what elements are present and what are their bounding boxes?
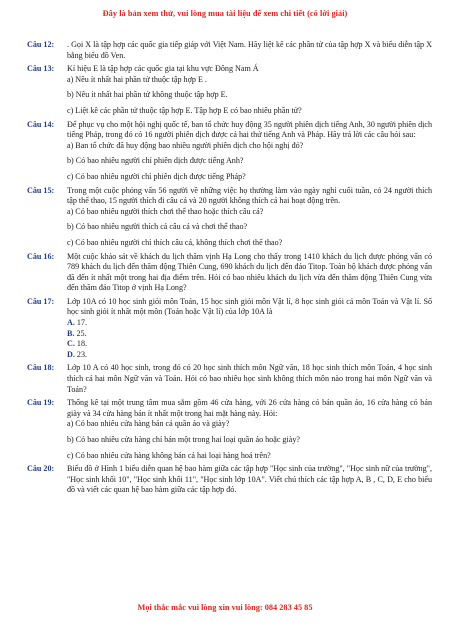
question-18: [27, 363, 432, 395]
sub-question-a: a) Nêu ít nhất hai phần tử thuộc tập hợp E .: [67, 74, 207, 84]
question-intro: Kí hiệu E là tập hợp các quốc gia tại khu vực Đông Nam Á: [67, 64, 259, 74]
question-17: [27, 297, 432, 361]
question-text: Lớp 10A có 10 học sinh giỏi môn Toán, 15 học sinh giỏi môn Vật lí, 8 học sinh giỏi cả môn Toán và Vật lí. Số học sinh giỏi ít nhất một môn (Toán hoặc Vật lí) của lớp 10A là: [67, 296, 432, 317]
question-text: Một cuộc khảo sát về khách du lịch thăm vịnh Hạ Long cho thấy trong 1410 khách du lịch được phỏng vấn có 789 khách du lịch đến thăm động Thiên Cung, 690 khách du lịch đến đảo Titop. Toàn bộ khách được phỏng vấn đã đến ít nhất một trong hai địa điểm trên. Hỏi có bao nhiêu khách du lịch vừa đến thăm động Thiên Cung vừa đến thăm đảo Titop ở vịnh Hạ Long?: [67, 251, 432, 293]
answer-option-c[interactable]: C. 18.: [67, 339, 88, 349]
sub-question-a: a) Có bao nhiêu cửa hàng bán cả quần áo và giày?: [67, 419, 230, 429]
question-label: Câu 18:: [27, 363, 55, 373]
question-intro: Để phục vụ cho một hội nghị quốc tế, ban tổ chức huy động 35 người phiên dịch tiếng Anh, 30 người phiên dịch tiếng Pháp, trong đó có 16 người phiên dịch được cả hai thứ tiếng Anh và Pháp. Hãy trả lời các câu hỏi sau:: [67, 119, 432, 140]
sub-question-c: c) Có bao nhiêu người chỉ phiên dịch được tiếng Pháp?: [67, 171, 246, 181]
answer-option-a[interactable]: A. 17.: [67, 318, 88, 328]
preview-banner: Đây là bản xem thử, vui lòng mua tài liệu để xem chi tiết (có lời giải): [102, 9, 348, 18]
question-label: Câu 15:: [27, 185, 55, 195]
question-label: Câu 12:: [27, 40, 55, 49]
sub-question-c: c) Có bao nhiêu người chỉ thích câu cá, không thích chơi thể thao?: [67, 237, 283, 247]
question-19: [27, 398, 432, 461]
question-12: [27, 40, 432, 61]
question-label: Câu 20:: [27, 464, 55, 474]
question-13: [27, 64, 432, 116]
answer-option-b[interactable]: B. 25.: [67, 328, 87, 338]
question-14: [27, 120, 432, 183]
question-text: Lớp 10 A có 40 học sinh, trong đó có 20 học sinh thích môn Ngữ văn, 18 học sinh thích môn Toán, 4 học sinh thích cả hai môn Ngữ văn và Toán. Hỏi có bao nhiêu học sinh không thích môn nào trong hai môn Ngữ văn và Toán?: [67, 363, 432, 394]
sub-question-c: c) Liệt kê các phần tử thuộc tập hợp E. Tập hợp E có bao nhiêu phần tử?: [67, 105, 302, 115]
question-label: Câu 16:: [27, 251, 55, 261]
question-label: Câu 14:: [27, 119, 55, 129]
sub-question-a: a) Có bao nhiêu người thích chơi thể thao hoặc thích câu cá?: [67, 206, 264, 216]
answer-option-d[interactable]: D. 23.: [67, 349, 88, 359]
question-text: . Gọi X là tập hợp các quốc gia tiếp giáp với Việt Nam. Hãy liệt kê các phần tử của tập hợp X và biểu diễn tập X bằng biểu đồ Ven.: [67, 40, 432, 60]
sub-question-c: c) Có bao nhiêu cửa hàng không bán cả hai loại hàng hoá trên?: [67, 450, 271, 460]
contact-footer: Mọi thắc mắc vui lòng xin vui lòng: 084 283 45 85: [137, 603, 313, 612]
question-label: Câu 13:: [27, 64, 55, 74]
question-label: Câu 17:: [27, 296, 55, 306]
sub-question-b: b) Có bao nhiêu cửa hàng chỉ bán một trong hai loại quần áo hoặc giày?: [67, 435, 300, 444]
question-label: Câu 19:: [27, 398, 55, 408]
sub-question-b: b) Nêu ít nhất hai phần tử không thuộc tập hợp E.: [67, 90, 228, 100]
question-text: Biểu đồ ở Hình 1 biểu diễn quan hệ bao hàm giữa các tập hợp "Học sinh của trường", "Học sinh nữ của trường", "Học sinh khối 10", "Học sinh khối 11", "Học sinh lớp 10A". Viết chú thích các tập hợp A, B , C, D, E cho biểu đồ và viết các quan hệ bao hàm giữa các tập hợp đó.: [67, 464, 432, 495]
sub-question-a: a) Ban tổ chức đã huy động bao nhiêu người phiên dịch cho hội nghị đó?: [67, 140, 304, 150]
sub-question-b: b) Có bao nhiêu người thích cả câu cá và chơi thể thao?: [67, 222, 248, 232]
question-intro: Thống kê tại một trung tâm mua sắm gồm 46 cửa hàng, với 26 cửa hàng có bán quần áo, 16 cửa hàng có bán giày và 34 cửa hàng bán ít nhất một trong hai mặt hàng này. Hỏi:: [67, 398, 432, 418]
question-list: [27, 40, 432, 496]
question-20: [27, 464, 432, 496]
question-16: [27, 252, 432, 294]
question-15: [27, 186, 432, 249]
question-intro: Trong một cuộc phỏng vấn 56 người về những việc họ thường làm vào ngày nghỉ cuối tuần, có 24 người thích tập thể thao, 15 người thích đi câu cá và 20 người không thích cả hai hoạt động trên.: [67, 185, 432, 206]
sub-question-b: b) Có bao nhiêu người chỉ phiên dịch được tiếng Anh?: [67, 156, 244, 166]
